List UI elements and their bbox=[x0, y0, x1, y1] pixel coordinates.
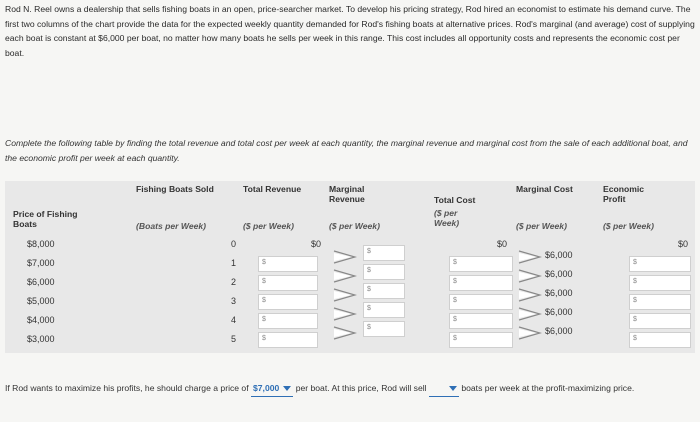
marginal-cost-value: $6,000 bbox=[545, 288, 573, 298]
input-prefix: $ bbox=[453, 316, 457, 323]
input-prefix: $ bbox=[367, 286, 371, 293]
quantity-dropdown[interactable] bbox=[429, 381, 459, 397]
marginal-revenue-input[interactable] bbox=[363, 245, 405, 261]
marginal-cost-value: $6,000 bbox=[545, 326, 573, 336]
data-table bbox=[5, 181, 695, 353]
unit-ep: ($ per Week) bbox=[603, 221, 654, 231]
input-prefix: $ bbox=[633, 297, 637, 304]
header-tc: Total Cost bbox=[434, 195, 476, 205]
price-cell: $4,000 bbox=[27, 315, 55, 325]
input-prefix: $ bbox=[262, 316, 266, 323]
input-prefix: $ bbox=[262, 297, 266, 304]
economic-profit-input[interactable] bbox=[629, 256, 691, 272]
total-cost-input[interactable] bbox=[449, 313, 513, 329]
total-revenue-input[interactable] bbox=[258, 313, 318, 329]
qty-cell: 2 bbox=[231, 277, 237, 287]
total-revenue-input[interactable] bbox=[258, 275, 318, 291]
unit-mc: ($ per Week) bbox=[516, 221, 567, 231]
input-prefix: $ bbox=[453, 297, 457, 304]
input-prefix: $ bbox=[262, 278, 266, 285]
instructions: Complete the following table by finding the total revenue and total cost per week at each quantity, the marginal revenue and marginal cost from the sale of each additional boat, and the economic profit per week at each quantity. bbox=[5, 138, 688, 163]
qty-cell: 1 bbox=[231, 258, 237, 268]
bracket-arrow-icon bbox=[518, 326, 542, 340]
input-prefix: $ bbox=[367, 324, 371, 331]
total-cost-input[interactable] bbox=[449, 332, 513, 348]
economic-profit-input[interactable] bbox=[629, 313, 691, 329]
header-price: Price of Fishing Boats bbox=[13, 209, 78, 229]
header-mc: Marginal Cost bbox=[516, 184, 573, 194]
marginal-cost-value: $6,000 bbox=[545, 307, 573, 317]
input-prefix: $ bbox=[262, 259, 266, 266]
input-prefix: $ bbox=[633, 335, 637, 342]
bracket-arrow-icon bbox=[518, 250, 542, 264]
qty-cell: 4 bbox=[231, 315, 237, 325]
economic-profit-input[interactable] bbox=[629, 294, 691, 310]
input-prefix: $ bbox=[453, 278, 457, 285]
marginal-revenue-input[interactable] bbox=[363, 302, 405, 318]
header-qty: Fishing Boats Sold bbox=[136, 184, 214, 194]
input-prefix: $ bbox=[633, 278, 637, 285]
question-text-middle: per boat. At this price, Rod will sell bbox=[295, 383, 427, 393]
economic-profit-input[interactable] bbox=[629, 332, 691, 348]
bracket-arrow-icon bbox=[333, 288, 357, 302]
question-text-before: If Rod wants to maximize his profits, he should charge a price of bbox=[5, 383, 249, 393]
input-prefix: $ bbox=[633, 316, 637, 323]
problem-intro: Rod N. Reel owns a dealership that sells fishing boats in an open, price-searcher market. To develop his pricing strategy, Rod hired an economist to estimate his demand curve. The first two columns of the chart provide the data for the expected weekly quantity demanded for Rod's fishing boats at alternative prices. Rod's marginal (and average) cost of supplying each boat is constant at $6,000 per boat, no matter how many boats he sells per week in this range. This cost includes all opportunity costs and represents the economic cost per boat. bbox=[5, 4, 695, 58]
qty-cell: 3 bbox=[231, 296, 237, 306]
marginal-revenue-input[interactable] bbox=[363, 283, 405, 299]
input-prefix: $ bbox=[453, 259, 457, 266]
total-revenue-input[interactable] bbox=[258, 256, 318, 272]
input-prefix: $ bbox=[367, 248, 371, 255]
input-prefix: $ bbox=[367, 267, 371, 274]
price-cell: $8,000 bbox=[27, 239, 55, 249]
unit-qty: (Boats per Week) bbox=[136, 221, 207, 231]
bracket-arrow-icon bbox=[518, 288, 542, 302]
total-cost-zero: $0 bbox=[497, 239, 508, 249]
economic-profit-input[interactable] bbox=[629, 275, 691, 291]
marginal-cost-value: $6,000 bbox=[545, 250, 573, 260]
qty-cell: 5 bbox=[231, 334, 237, 344]
bracket-arrow-icon bbox=[518, 269, 542, 283]
bracket-arrow-icon bbox=[518, 307, 542, 321]
total-revenue-input[interactable] bbox=[258, 294, 318, 310]
bracket-arrow-icon bbox=[333, 307, 357, 321]
total-revenue-zero: $0 bbox=[311, 239, 322, 249]
input-prefix: $ bbox=[367, 305, 371, 312]
bracket-arrow-icon bbox=[333, 326, 357, 340]
question-text-after: boats per week at the profit-maximizing price. bbox=[461, 383, 635, 393]
unit-tr: ($ per Week) bbox=[243, 221, 294, 231]
price-dropdown[interactable] bbox=[251, 381, 293, 397]
marginal-revenue-input[interactable] bbox=[363, 264, 405, 280]
header-ep: Economic Profit bbox=[603, 184, 645, 204]
chevron-down-icon bbox=[449, 386, 457, 391]
total-revenue-input[interactable] bbox=[258, 332, 318, 348]
input-prefix: $ bbox=[262, 335, 266, 342]
input-prefix: $ bbox=[633, 259, 637, 266]
unit-mr: ($ per Week) bbox=[329, 221, 380, 231]
marginal-cost-value: $6,000 bbox=[545, 269, 573, 279]
economic-profit-zero: $0 bbox=[678, 239, 689, 249]
total-cost-input[interactable] bbox=[449, 294, 513, 310]
price-cell: $7,000 bbox=[27, 258, 55, 268]
price-dropdown-value: $7,000 bbox=[253, 383, 280, 393]
total-cost-input[interactable] bbox=[449, 275, 513, 291]
input-prefix: $ bbox=[453, 335, 457, 342]
qty-cell: 0 bbox=[231, 239, 237, 249]
chevron-down-icon bbox=[283, 386, 291, 391]
price-cell: $6,000 bbox=[27, 277, 55, 287]
header-tr: Total Revenue bbox=[243, 184, 302, 194]
unit-tc: ($ per Week) bbox=[434, 208, 460, 228]
question-text bbox=[5, 381, 695, 397]
header-mr: Marginal Revenue bbox=[329, 184, 365, 204]
bracket-arrow-icon bbox=[333, 269, 357, 283]
total-cost-input[interactable] bbox=[449, 256, 513, 272]
marginal-revenue-input[interactable] bbox=[363, 321, 405, 337]
price-cell: $3,000 bbox=[27, 334, 55, 344]
bracket-arrow-icon bbox=[333, 250, 357, 264]
price-cell: $5,000 bbox=[27, 296, 55, 306]
